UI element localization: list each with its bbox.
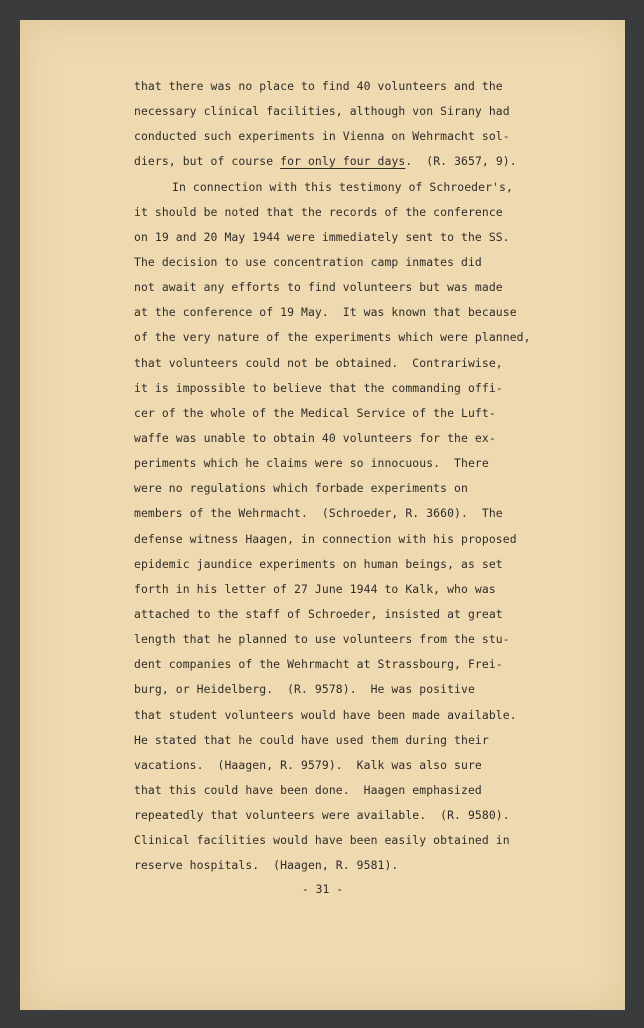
text-line-4 (134, 149, 574, 174)
body-text (134, 74, 574, 879)
text-line-10: at the conference of 19 May. It was known that because (134, 305, 517, 320)
text-line-17: were no regulations which forbade experiments on (134, 481, 468, 496)
paragraph-start-line: In connection with this testimony of Schroeder's, (172, 179, 513, 194)
text-line-23: length that he planned to use volunteers from the stu- (134, 632, 510, 647)
text-line-6: it should be noted that the records of the conference (134, 204, 503, 219)
text-line-32: reserve hospitals. (Haagen, R. 9581). (134, 858, 399, 873)
text-line-2: necessary clinical facilities, although von Sirany had (134, 104, 510, 119)
text-line-1: that there was no place to find 40 volunteers and the (134, 79, 503, 93)
text-line-7: on 19 and 20 May 1944 were immediately sent to the SS. (134, 229, 510, 244)
text-line-14: cer of the whole of the Medical Service of the Luft- (134, 405, 496, 420)
text-line-16: periments which he claims were so innocuous. There (134, 456, 489, 471)
text-line-8: The decision to use concentration camp inmates did (134, 254, 482, 269)
text-line-24: dent companies of the Wehrmacht at Strassbourg, Frei- (134, 657, 503, 672)
page-number: - 31 - (301, 882, 344, 896)
text-line-12: that volunteers could not be obtained. Contrariwise, (134, 355, 503, 370)
text-line-18: members of the Wehrmacht. (Schroeder, R. 3660). The (134, 506, 503, 521)
text-line-15: waffe was unable to obtain 40 volunteers for the ex- (134, 430, 496, 445)
text-line-27: He stated that he could have used them during their (134, 732, 489, 747)
document-page (20, 20, 625, 1010)
text-line-20: epidemic jaundice experiments on human beings, as set (134, 556, 503, 571)
text-line-22: attached to the staff of Schroeder, insisted at great (134, 606, 503, 621)
text-line-30: repeatedly that volunteers were available. (R. 9580). (134, 808, 510, 823)
text-line-11: of the very nature of the experiments which were planned, (134, 330, 531, 345)
text-line-29: that this could have been done. Haagen emphasized (134, 782, 482, 797)
text-line-26: that student volunteers would have been made available. (134, 707, 517, 722)
underlined-phrase: for only four days (280, 154, 406, 169)
text-line-28: vacations. (Haagen, R. 9579). Kalk was also sure (134, 757, 482, 772)
text-line-3: conducted such experiments in Vienna on Wehrmacht sol- (134, 129, 510, 144)
text-line-9: not await any efforts to find volunteers but was made (134, 280, 503, 295)
text-line-31: Clinical facilities would have been easily obtained in (134, 833, 510, 848)
text-line-4-start: diers, but of course (134, 154, 281, 169)
text-line-13: it is impossible to believe that the commanding offi- (134, 380, 503, 395)
text-line-21: forth in his letter of 27 June 1944 to Kalk, who was (134, 581, 496, 596)
text-line-4-end: . (R. 3657, 9). (405, 154, 517, 169)
text-line-19: defense witness Haagen, in connection with his proposed (134, 531, 517, 546)
text-line-25: burg, or Heidelberg. (R. 9578). He was positive (134, 682, 475, 697)
